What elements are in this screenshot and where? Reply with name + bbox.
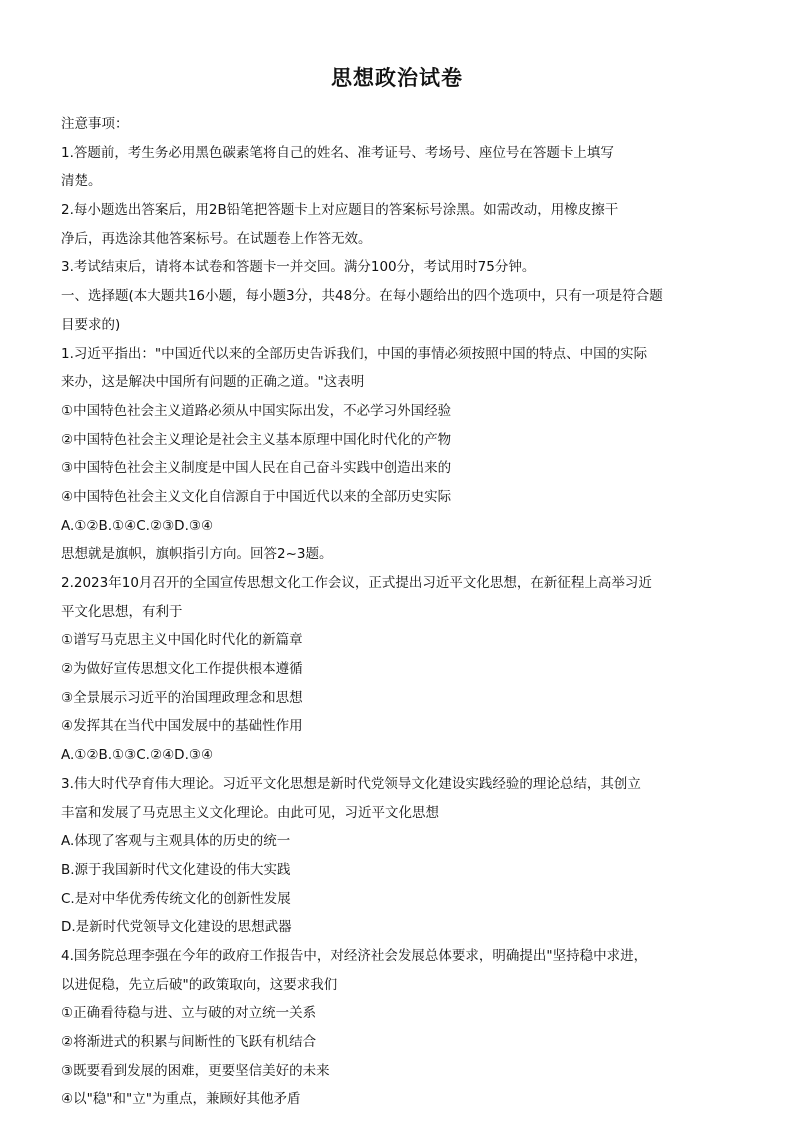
text-line: 以进促稳，先立后破"的政策取向，这要求我们 (61, 976, 338, 993)
exam-content (61, 110, 741, 1114)
text-line: 平文化思想，有利于 (61, 603, 183, 620)
page-title: 思想政治试卷 (331, 66, 463, 90)
text-line: A.①②B.①③C.②④D.③④ (61, 747, 214, 764)
text-line: D.是新时代党领导文化建设的思想武器 (61, 919, 292, 936)
text-line: 4.国务院总理李强在今年的政府工作报告中，对经济社会发展总体要求，明确提出"坚持稳中求进， (61, 947, 648, 964)
text-line: 清楚。 (61, 173, 102, 190)
text-line: C.是对中华优秀传统文化的创新性发展 (61, 890, 291, 907)
text-line: 3.伟大时代孕育伟大理论。习近平文化思想是新时代党领导文化建设实践经验的理论总结，其创立 (61, 775, 641, 792)
text-line: 2.2023年10月召开的全国宣传思想文化工作会议，正式提出习近平文化思想，在新征程上高举习近 (61, 575, 652, 591)
text-line: ①正确看待稳与进、立与破的对立统一关系 (61, 1005, 317, 1022)
text-line: 来办，这是解决中国所有问题的正确之道。"这表明 (61, 374, 365, 391)
text-line: 思想就是旗帜，旗帜指引方向。回答2~3题。 (61, 546, 333, 563)
text-line: 2.每小题选出答案后，用2B铅笔把答题卡上对应题目的答案标号涂黑。如需改动，用橡皮擦干 (61, 202, 619, 219)
text-line: ④发挥其在当代中国发展中的基础性作用 (61, 718, 303, 735)
text-line: ②将渐进式的积累与间断性的飞跃有机结合 (61, 1034, 317, 1050)
text-line: ③既要看到发展的困难，更要坚信美好的未来 (61, 1062, 330, 1079)
text-line: A.体现了客观与主观具体的历史的统一 (61, 833, 291, 850)
text-line: ③中国特色社会主义制度是中国人民在自己奋斗实践中创造出来的 (61, 460, 452, 477)
text-line: ①中国特色社会主义道路必须从中国实际出发，不必学习外国经验 (61, 402, 452, 419)
text-line: 丰富和发展了马克思主义文化理论。由此可见，习近平文化思想 (61, 804, 439, 821)
text-line: 净后，再选涂其他答案标号。在试题卷上作答无效。 (61, 230, 372, 247)
text-line: 一、选择题(本大题共16小题，每小题3分，共48分。在每小题给出的四个选项中，只有一项是符合题 (61, 288, 663, 305)
text-line: 注意事项： (61, 116, 129, 132)
text-line: ④以"稳"和"立"为重点，兼顾好其他矛盾 (61, 1091, 301, 1108)
text-line: ④中国特色社会主义文化自信源自于中国近代以来的全部历史实际 (61, 488, 452, 505)
text-line: ①谱写马克思主义中国化时代化的新篇章 (61, 632, 303, 649)
text-line: 1.答题前，考生务必用黑色碳素笔将自己的姓名、准考证号、考场号、座位号在答题卡上填写 (61, 144, 614, 161)
text-line: B.源于我国新时代文化建设的伟大实践 (61, 861, 291, 878)
text-line: A.①②B.①④C.②③D.③④ (61, 517, 214, 534)
text-line: 3.考试结束后，请将本试卷和答题卡一并交回。满分100分，考试用时75分钟。 (61, 259, 536, 276)
text-line: 目要求的) (61, 316, 121, 333)
text-line: ②中国特色社会主义理论是社会主义基本原理中国化时代化的产物 (61, 431, 452, 448)
text-line: ③全景展示习近平的治国理政理念和思想 (61, 689, 303, 706)
text-line: 1.习近平指出："中国近代以来的全部历史告诉我们，中国的事情必须按照中国的特点、中国的实际 (61, 345, 648, 362)
text-line: ②为做好宣传思想文化工作提供根本遵循 (61, 661, 303, 678)
